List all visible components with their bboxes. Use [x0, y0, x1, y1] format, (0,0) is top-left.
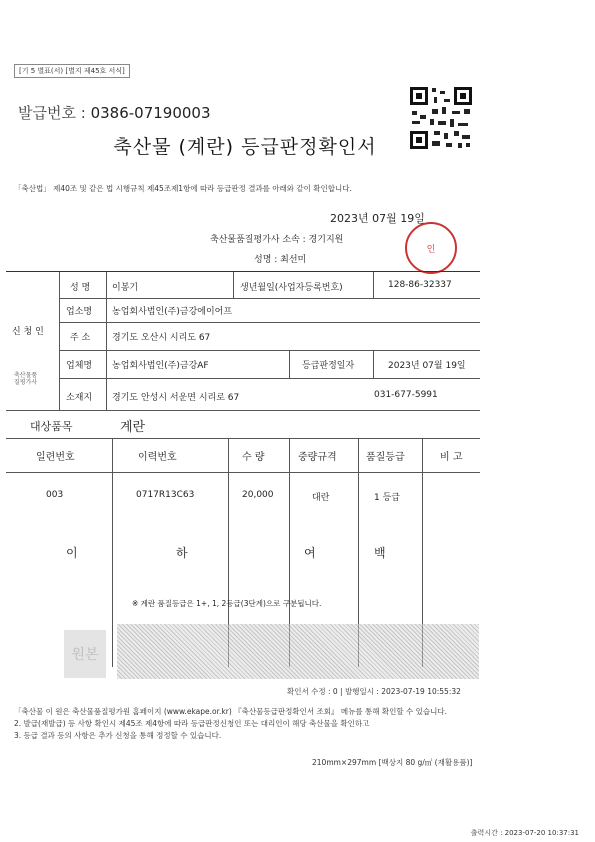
print-info: 확인서 수정 : 0 | 발행일시 : 2023-07-19 10:55:32: [287, 687, 461, 696]
original-watermark: [64, 630, 106, 678]
col-serial: 일련번호: [36, 452, 75, 463]
col-weight: 중량규격: [298, 452, 337, 463]
output-time: 출력시간 : 2023-07-20 10:37:31: [470, 829, 579, 837]
blank-mark-4: 백: [374, 546, 386, 560]
issue-number-value: 0386-07190003: [90, 104, 211, 122]
name-value: 이봉기: [112, 283, 139, 293]
seal-text: 인: [426, 244, 436, 255]
name-label: 성 명: [70, 283, 91, 293]
location-label: 소재지: [66, 393, 93, 403]
form-number-tag: [기 5 별표(서) [별지 제45호 서식]: [14, 64, 130, 78]
watermark-text: 원본: [71, 647, 99, 663]
issue-number-label: 발급번호 :: [18, 104, 91, 122]
security-pattern: [117, 624, 479, 679]
blank-mark-1: 이: [66, 546, 78, 560]
issue-number: [18, 102, 211, 123]
judge-date-label: 등급판정일자: [302, 361, 355, 371]
blank-mark-2: 하: [176, 546, 188, 560]
certificate-table: [6, 271, 480, 667]
row-serial: 003: [46, 490, 64, 500]
document-title: 축산물 (계란) 등급판정확인서: [113, 136, 377, 158]
blank-mark-3: 여: [304, 546, 316, 560]
col-grade: 품질등급: [366, 452, 405, 463]
product-label: 대상품목: [30, 420, 73, 433]
footer-line-2: 2. 발급(재발급) 등 사항 확인시 제45조 제4항에 따라 등급판정신청인 또는 대리인이 해당 축산물을 확인하고: [14, 719, 370, 728]
company-label: 업소명: [66, 307, 93, 317]
side-stamp-text: 축산물품질평가사: [14, 372, 38, 386]
registration-value: 128-86-32337: [388, 280, 452, 290]
company-value: 농업회사법인(주)금강에이어프: [112, 307, 233, 317]
row-weight: 대란: [312, 493, 330, 503]
address-label: 주 소: [70, 333, 91, 343]
legal-basis-text: 「축산법」 제40조 및 같은 법 시행규칙 제45조제1항에 따라 등급판정 결과를 아래와 같이 확인합니다.: [14, 184, 352, 193]
inspector-name: 성명 : 최선미: [254, 255, 307, 265]
row-trace: 0717R13C63: [136, 490, 195, 500]
location-value: 경기도 안성시 서운면 시리로 67: [112, 393, 240, 403]
row-grade: 1 등급: [374, 493, 400, 503]
address-value: 경기도 오산시 시리도 67: [112, 333, 211, 343]
applicant-section-label: 신 청 인: [12, 327, 44, 337]
paper-spec: 210mm×297mm [백상지 80 g/㎡ (재활용품)]: [312, 758, 473, 767]
col-remark: 비 고: [440, 452, 463, 463]
col-qty: 수 량: [242, 452, 265, 463]
registration-label: 생년월일(사업자등록번호): [240, 283, 343, 293]
phone-value: 031-677-5991: [374, 390, 438, 400]
col-trace: 이력번호: [138, 452, 177, 463]
facility-label: 업체명: [66, 361, 93, 371]
inspector-affiliation: 축산물품질평가사 소속 : 경기지원: [210, 235, 344, 245]
footer-line-1: 「축산물 이 원은 축산물품질평가원 홈페이지 (www.ekape.or.kr) 『축산물등급판정확인서 조회』 메뉴를 통해 확인할 수 있습니다.: [14, 707, 447, 716]
row-qty: 20,000: [242, 490, 274, 500]
qr-code-icon: [408, 85, 474, 151]
judge-date-value: 2023년 07월 19일: [388, 361, 466, 371]
product-value: 계란: [120, 420, 146, 435]
official-seal: [405, 222, 457, 274]
grade-note: ※ 계란 품질등급은 1+, 1, 2등급(3단계)으로 구분됩니다.: [132, 599, 322, 608]
facility-value: 농업회사법인(주)금강AF: [112, 361, 209, 371]
issue-date: 2023년 07월 19일: [330, 212, 425, 225]
footer-line-3: 3. 등급 결과 등의 사항은 추가 신청을 통해 정정할 수 있습니다.: [14, 731, 222, 740]
